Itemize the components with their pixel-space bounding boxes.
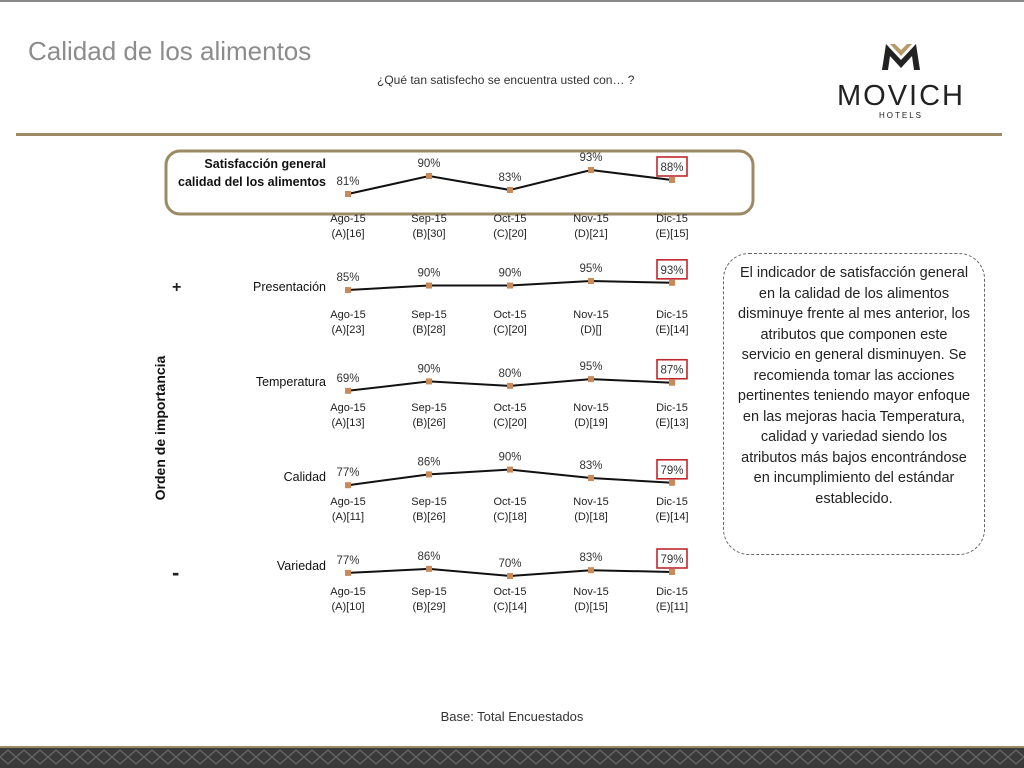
- data-label: 80%: [498, 367, 522, 380]
- data-point: [588, 278, 594, 284]
- page-title: Calidad de los alimentos: [28, 36, 312, 66]
- data-point: [345, 570, 351, 576]
- tick-label-month: Sep-15: [411, 402, 447, 414]
- data-label: 87%: [660, 364, 684, 377]
- data-label: 83%: [579, 552, 603, 565]
- series-label: Satisfacción general: [204, 157, 326, 171]
- logo-text: MOVICH: [837, 80, 965, 112]
- tick-label-base: (E)[11]: [655, 601, 689, 613]
- footer-pattern: [0, 746, 1024, 768]
- data-point: [669, 569, 675, 575]
- tick-label-base: (D)[18]: [574, 511, 608, 523]
- tick-label-month: Oct-15: [493, 213, 527, 225]
- data-point: [669, 280, 675, 286]
- data-point: [345, 482, 351, 488]
- tick-label-month: Ago-15: [330, 496, 366, 508]
- page-subtitle: ¿Qué tan satisfecho se encuentra usted con… ?: [377, 73, 635, 87]
- data-label: 79%: [660, 554, 684, 566]
- tick-label-month: Dic-15: [656, 402, 688, 414]
- data-point: [669, 177, 675, 183]
- tick-label-base: (C)[14]: [493, 601, 527, 613]
- tick-label-month: Oct-15: [493, 309, 527, 321]
- tick-label-month: Oct-15: [493, 402, 527, 414]
- tick-label-base: (A)[16]: [331, 228, 365, 240]
- data-label: 90%: [417, 158, 441, 170]
- tick-label-month: Sep-15: [411, 496, 447, 508]
- tick-label-month: Nov-15: [573, 213, 609, 225]
- tick-label-base: (A)[23]: [331, 324, 365, 336]
- tick-label-base: (D)[21]: [574, 228, 608, 240]
- tick-label-month: Ago-15: [330, 586, 366, 598]
- tick-label-base: (D)[]: [580, 324, 602, 336]
- data-point: [669, 380, 675, 386]
- tick-label-month: Sep-15: [411, 309, 447, 321]
- data-label: 70%: [498, 558, 522, 571]
- logo-subtext: HOTELS: [878, 111, 924, 120]
- tick-label-base: (B)[30]: [412, 228, 446, 240]
- tick-label-month: Dic-15: [656, 213, 688, 225]
- data-point: [345, 388, 351, 394]
- data-point: [426, 378, 432, 384]
- data-label: 86%: [417, 550, 441, 563]
- data-label: 83%: [579, 460, 603, 472]
- tick-label-base: (A)[10]: [331, 601, 365, 613]
- tick-label-month: Dic-15: [656, 586, 688, 598]
- tick-label-base: (B)[29]: [412, 601, 446, 613]
- tick-label-base: (C)[20]: [493, 228, 527, 240]
- data-label: 90%: [417, 363, 441, 376]
- tick-label-base: (C)[20]: [493, 417, 527, 429]
- insight-note: El indicador de satisfacción general en la calidad de los alimentos disminuye frente al mes anterior, los atributos que componen este servicio en general disminuyen. Se recomienda tomar las acciones pertinentes teniendo mayor enfoque en las mejoras hacia Temperatura, calidad y variedad siendo los atributos más bajos encontrándose en incumplimiento del estándar establecido.: [723, 253, 985, 555]
- data-point: [588, 376, 594, 382]
- data-label: 88%: [660, 162, 684, 174]
- data-point: [426, 283, 432, 289]
- series-label: Calidad: [283, 470, 326, 484]
- tick-label-month: Ago-15: [330, 309, 366, 321]
- tick-label-month: Nov-15: [573, 309, 609, 321]
- data-label: 69%: [336, 372, 360, 385]
- tick-label-month: Ago-15: [330, 402, 366, 414]
- data-point: [507, 383, 513, 389]
- data-label: 77%: [336, 467, 360, 480]
- tick-label-base: (A)[11]: [331, 511, 365, 523]
- tick-label-base: (E)[13]: [655, 417, 689, 429]
- data-label: 93%: [579, 152, 603, 164]
- data-label: 90%: [498, 451, 522, 464]
- data-label: 90%: [498, 267, 522, 280]
- series-label: Presentación: [253, 280, 326, 294]
- data-point: [507, 467, 513, 473]
- data-point: [345, 287, 351, 293]
- tick-label-base: (E)[15]: [655, 228, 689, 240]
- data-label: 79%: [660, 464, 684, 477]
- importance-plus: +: [172, 279, 182, 296]
- data-point: [345, 191, 351, 197]
- data-point: [507, 187, 513, 193]
- tick-label-base: (D)[15]: [574, 601, 608, 613]
- series-label: Temperatura: [255, 375, 326, 389]
- data-point: [588, 475, 594, 481]
- tick-label-base: (D)[19]: [574, 417, 608, 429]
- data-point: [588, 567, 594, 573]
- data-point: [507, 573, 513, 579]
- tick-label-base: (C)[20]: [493, 324, 527, 336]
- tick-label-month: Nov-15: [573, 402, 609, 414]
- tick-label-month: Ago-15: [330, 213, 366, 225]
- tick-label-month: Oct-15: [493, 586, 527, 598]
- tick-label-base: (C)[18]: [493, 511, 527, 523]
- data-point: [426, 173, 432, 179]
- tick-label-month: Nov-15: [573, 586, 609, 598]
- data-label: 95%: [579, 361, 603, 374]
- data-point: [588, 167, 594, 173]
- tick-label-base: (B)[28]: [412, 324, 446, 336]
- tick-label-base: (E)[14]: [655, 324, 689, 336]
- series-label: calidad del los alimentos: [178, 175, 326, 189]
- data-point: [426, 566, 432, 572]
- tick-label-base: (B)[26]: [412, 511, 446, 523]
- tick-label-month: Nov-15: [573, 496, 609, 508]
- tick-label-month: Dic-15: [656, 496, 688, 508]
- data-label: 81%: [336, 176, 360, 188]
- importance-minus: -: [172, 560, 180, 585]
- data-label: 90%: [417, 267, 441, 280]
- series-label: Variedad: [276, 559, 326, 573]
- data-label: 95%: [579, 263, 603, 276]
- tick-label-month: Sep-15: [411, 586, 447, 598]
- tick-label-month: Sep-15: [411, 213, 447, 225]
- data-point: [426, 471, 432, 477]
- data-label: 83%: [498, 172, 522, 184]
- tick-label-month: Dic-15: [656, 309, 688, 321]
- data-label: 93%: [660, 264, 684, 277]
- data-point: [669, 480, 675, 486]
- tick-label-base: (B)[26]: [412, 417, 446, 429]
- data-label: 85%: [336, 272, 360, 285]
- tick-label-base: (A)[13]: [331, 417, 365, 429]
- tick-label-month: Oct-15: [493, 496, 527, 508]
- importance-axis-label: Orden de importancia: [152, 355, 168, 501]
- data-label: 86%: [417, 456, 441, 469]
- tick-label-base: (E)[14]: [655, 511, 689, 523]
- data-label: 77%: [336, 554, 360, 567]
- data-point: [507, 283, 513, 289]
- base-footnote: Base: Total Encuestados: [440, 709, 584, 724]
